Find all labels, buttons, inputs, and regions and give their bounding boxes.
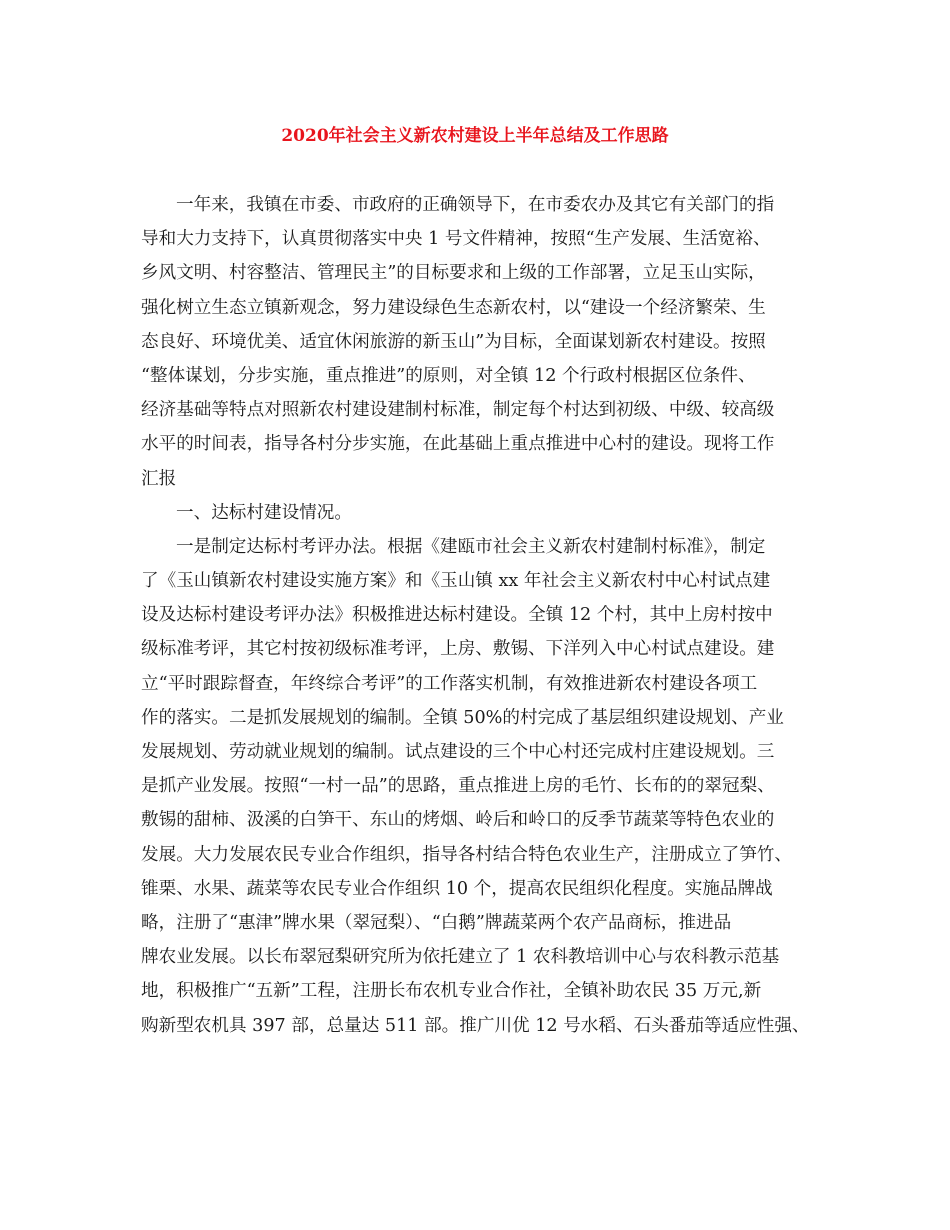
body-line: 一是制定达标村考评办法。根据《建瓯市社会主义新农村建制村标准》，制定 xyxy=(176,536,766,557)
body-line: 立“平时跟踪督查，年终综合考评”的工作落实机制，有效推进新农村建设各项工 xyxy=(141,673,758,694)
body-line: 汇报 xyxy=(141,468,177,489)
body-line: 锥栗、水果、蔬菜等农民专业合作组织 10 个，提高农民组织化程度。实施品牌战 xyxy=(141,878,773,899)
body-line: 发展。大力发展农民专业合作组织，指导各村结合特色农业生产，注册成立了笋竹、 xyxy=(141,844,792,865)
document-body xyxy=(141,188,823,1043)
body-line: 地，积极推广“五新”工程，注册长布农机专业合作社，全镇补助农民 35 万元,新 xyxy=(141,981,762,1002)
body-line: 购新型农机具 397 部，总量达 511 部。推广川优 12 号水稻、石头番茄等适应性强、 xyxy=(141,1015,810,1036)
section-heading: 一、达标村建设情况。 xyxy=(176,502,352,523)
body-line: 导和大力支持下，认真贯彻落实中央 1 号文件精神，按照“生产发展、生活宽裕、 xyxy=(141,229,771,250)
document-title: 2020年社会主义新农村建设上半年总结及工作思路 xyxy=(281,126,669,146)
body-line: 经济基础等特点对照新农村建设建制村标准，制定每个村达到初级、中级、较高级 xyxy=(141,400,775,421)
body-line: 发展规划、劳动就业规划的编制。试点建设的三个中心村还完成村庄建设规划。三 xyxy=(141,742,775,762)
body-line: 了《玉山镇新农村建设实施方案》和《玉山镇 xx 年社会主义新农村中心村试点建 xyxy=(141,571,771,592)
body-line: 作的落实。二是抓发展规划的编制。全镇 50%的村完成了基层组织建设规划、产业 xyxy=(141,707,784,728)
body-line: 强化树立生态立镇新观念，努力建设绿色生态新农村，以“建设一个经济繁荣、生 xyxy=(141,297,766,318)
body-line: 是抓产业发展。按照“一村一品”的思路，重点推进上房的毛竹、长布的的翠冠梨、 xyxy=(141,776,775,797)
body-line: “整体谋划，分步实施，重点推进”的原则，对全镇 12 个行政村根据区位条件、 xyxy=(141,365,756,386)
body-line: 级标准考评，其它村按初级标准考评，上房、敷锡、下洋列入中心村试点建设。建 xyxy=(141,639,775,660)
body-line: 设及达标村建设考评办法》积极推进达标村建设。全镇 12 个村，其中上房村按中 xyxy=(141,605,773,626)
body-line: 一年来，我镇在市委、市政府的正确领导下，在市委农办及其它有关部门的指 xyxy=(176,195,775,215)
body-line: 态良好、环境优美、适宜休闲旅游的新玉山”为目标，全面谋划新农村建设。按照 xyxy=(141,331,766,352)
body-line: 乡风文明、村容整洁、管理民主”的目标要求和上级的工作部署，立足玉山实际， xyxy=(141,263,766,284)
body-line: 敷锡的甜柿、汲溪的白笋干、东山的烤烟、岭后和岭口的反季节蔬菜等特色农业的 xyxy=(141,810,775,831)
body-line: 略，注册了“惠津”牌水果（翠冠梨）、“白鹅”牌蔬菜两个农产品商标，推进品 xyxy=(141,912,732,933)
body-line: 牌农业发展。以长布翠冠梨研究所为依托建立了 1 农科教培训中心与农科教示范基 xyxy=(141,947,780,968)
body-line: 水平的时间表，指导各村分步实施，在此基础上重点推进中心村的建设。现将工作 xyxy=(141,434,775,455)
